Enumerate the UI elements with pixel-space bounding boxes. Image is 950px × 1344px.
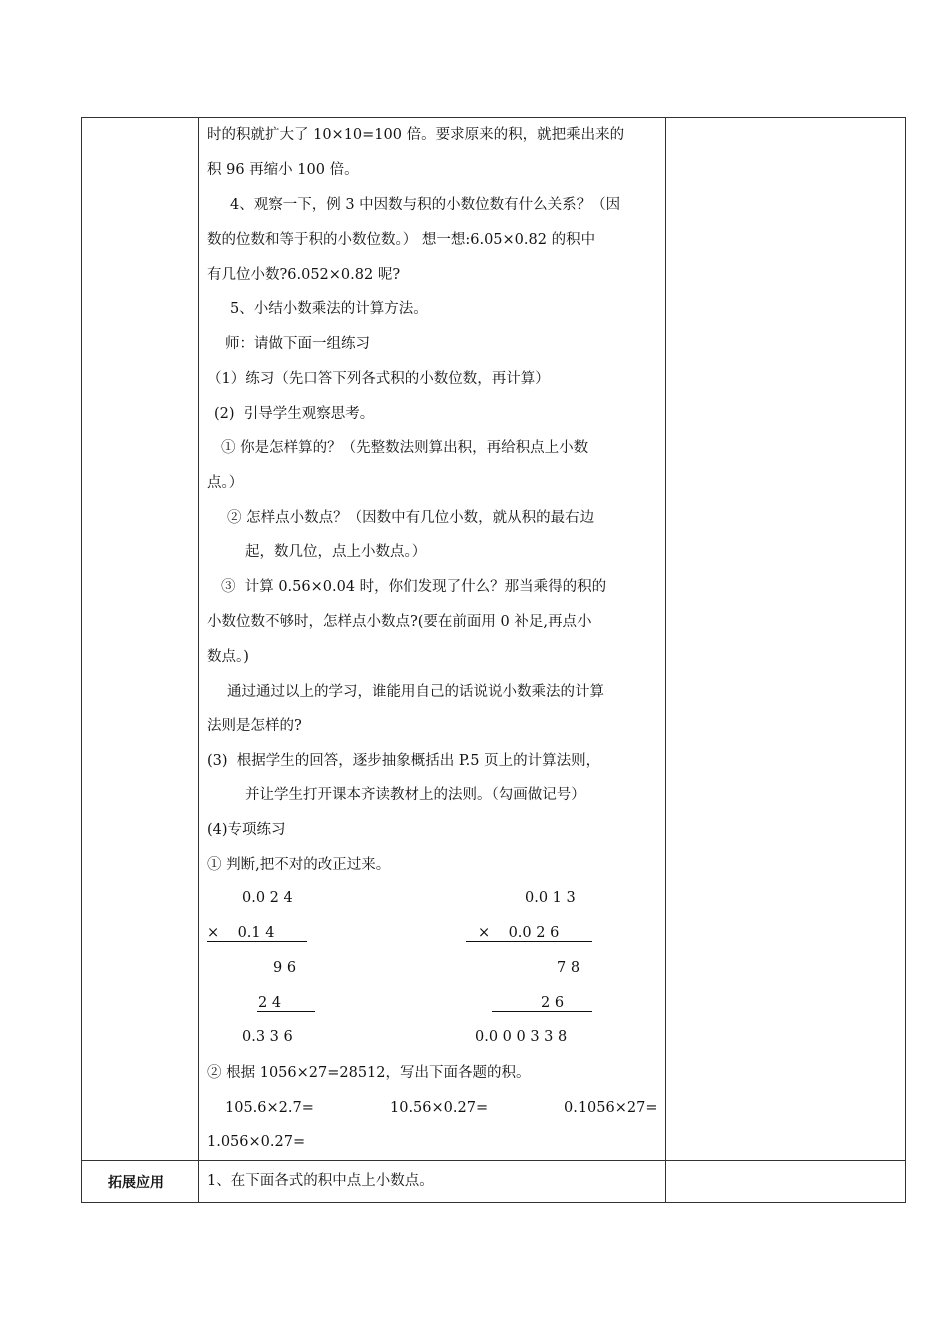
text-line: 并让学生打开课本齐读教材上的法则。（勾画做记号） bbox=[245, 787, 586, 803]
text-line: ① 判断,把不对的改正过来。 bbox=[207, 857, 391, 873]
text-line: 法则是怎样的? bbox=[207, 718, 302, 734]
text-line: 4、观察一下，例 3 中因数与积的小数位数有什么关系？（因 bbox=[230, 197, 621, 213]
text-line: 点。） bbox=[207, 475, 244, 491]
text-line: 数的位数和等于积的小数位数。） 想一想:6.05×0.82 的积中 bbox=[207, 232, 596, 248]
calc-left-rule bbox=[207, 941, 307, 942]
text-line: (4)专项练习 bbox=[207, 822, 286, 838]
text-line: (3) 根据学生的回答，逐步抽象概括出 P.5 页上的计算法则， bbox=[207, 753, 601, 769]
exercise-item: 105.6×2.7= bbox=[225, 1100, 314, 1116]
text-line: ① 你是怎样算的？（先整数法则算出积，再给积点上小数 bbox=[221, 440, 589, 456]
text-line: 5、小结小数乘法的计算方法。 bbox=[230, 301, 428, 317]
calc-right-multiplicand: 0.0 1 3 bbox=[525, 890, 576, 906]
column-divider-left bbox=[198, 118, 199, 1202]
text-line: ③ 计算 0.56×0.04 时，你们发现了什么？那当乘得的积的 bbox=[221, 579, 607, 595]
calc-left-partial-1: 9 6 bbox=[273, 960, 297, 976]
calc-right-product: 0.0 0 0 3 3 8 bbox=[475, 1029, 568, 1045]
column-divider-right bbox=[665, 118, 666, 1202]
calc-right-rule bbox=[492, 1011, 592, 1012]
row-divider bbox=[82, 1160, 905, 1161]
calc-right-multiplier: × 0.0 2 6 bbox=[478, 925, 560, 941]
section-text: 1、在下面各式的积中点上小数点。 bbox=[207, 1173, 434, 1189]
exercise-item: 0.1056×27= bbox=[564, 1100, 658, 1116]
text-line: 小数位数不够时，怎样点小数点?(要在前面用 0 补足,再点小 bbox=[207, 614, 592, 630]
calc-left-rule bbox=[257, 1011, 315, 1012]
text-line: 起，数几位，点上小数点。） bbox=[245, 544, 427, 560]
text-line: 有几位小数?6.052×0.82 呢? bbox=[207, 267, 401, 283]
text-line: ② 根据 1056×27=28512，写出下面各题的积。 bbox=[207, 1065, 531, 1081]
text-line: 时的积就扩大了 10×10=100 倍。要求原来的积，就把乘出来的 bbox=[207, 127, 625, 143]
calc-right-partial-1: 7 8 bbox=[557, 960, 581, 976]
text-line: （1）练习（先口答下列各式积的小数位数，再计算） bbox=[207, 371, 550, 387]
exercise-item: 10.56×0.27= bbox=[390, 1100, 489, 1116]
calc-left-multiplicand: 0.0 2 4 bbox=[242, 890, 293, 906]
text-line: 师：请做下面一组练习 bbox=[225, 336, 370, 352]
calc-right-partial-2: 2 6 bbox=[541, 995, 565, 1011]
text-line: (2) 引导学生观察思考。 bbox=[214, 406, 375, 422]
calc-right-rule bbox=[466, 941, 592, 942]
exercise-item: 1.056×0.27= bbox=[207, 1134, 306, 1150]
calc-left-product: 0.3 3 6 bbox=[242, 1029, 293, 1045]
calc-left-partial-2: 2 4 bbox=[258, 995, 282, 1011]
text-line: 数点。) bbox=[207, 649, 249, 665]
section-label: 拓展应用 bbox=[108, 1175, 164, 1191]
text-line: 通过通过以上的学习，谁能用自己的话说说小数乘法的计算 bbox=[227, 684, 604, 700]
text-line: ② 怎样点小数点？（因数中有几位小数，就从积的最右边 bbox=[227, 510, 595, 526]
calc-left-multiplier: × 0.1 4 bbox=[207, 925, 275, 941]
text-line: 积 96 再缩小 100 倍。 bbox=[207, 162, 359, 178]
